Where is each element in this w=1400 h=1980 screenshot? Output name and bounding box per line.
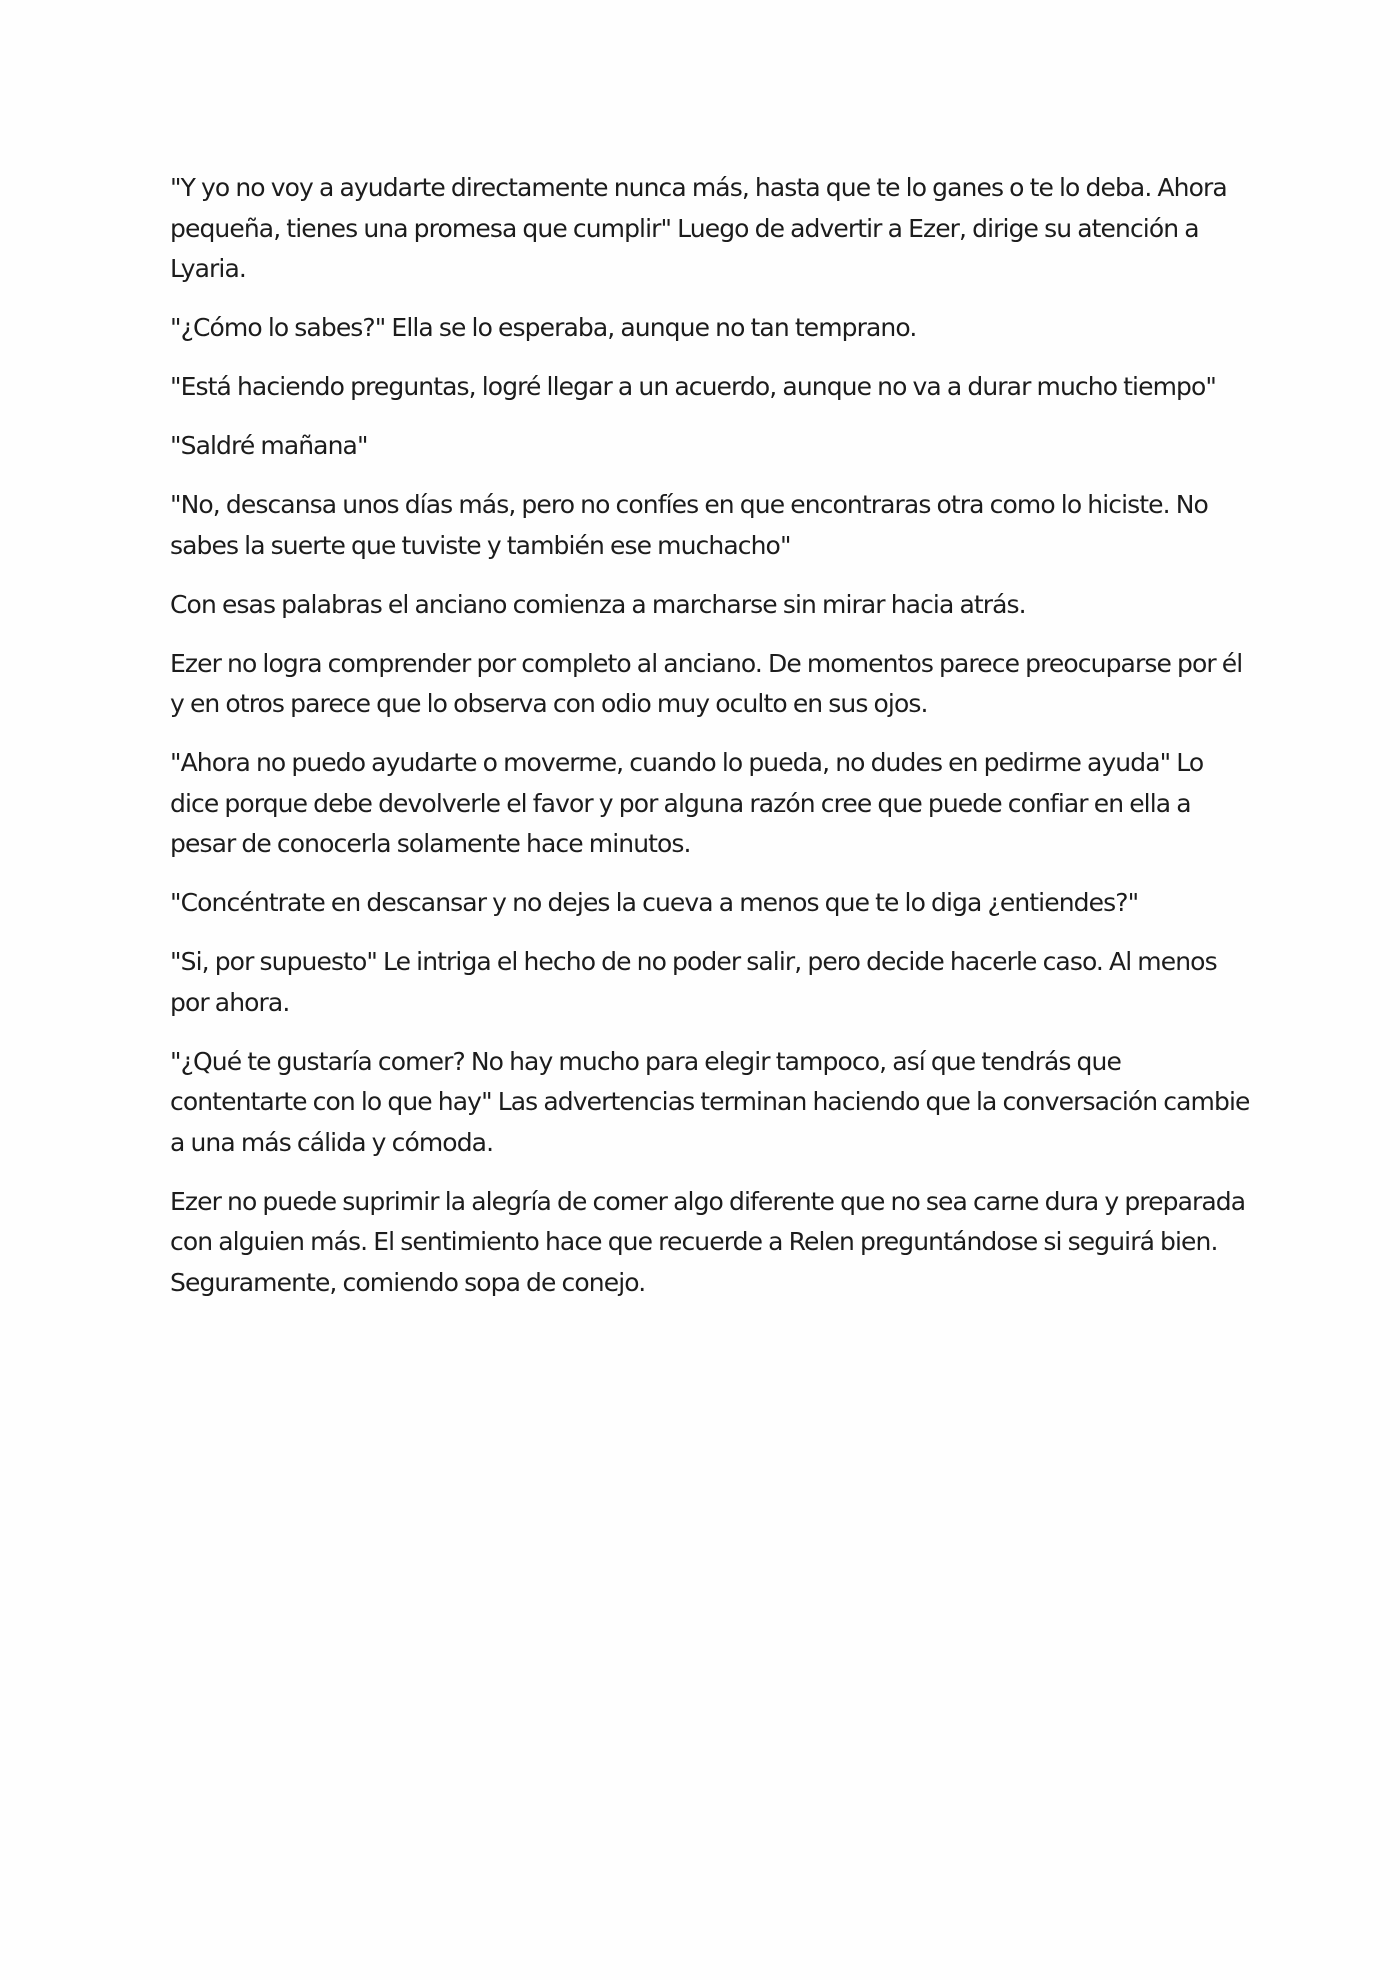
paragraph: "No, descansa unos días más, pero no confíes en que encontraras otra como lo hiciste. No sabes la suerte que tuviste y también ese muchacho" — [170, 490, 1208, 560]
paragraph: "¿Cómo lo sabes?" Ella se lo esperaba, aunque no tan temprano. — [170, 313, 917, 342]
paragraph: "¿Qué te gustaría comer? No hay mucho para elegir tampoco, así que tendrás que contentarte con lo que hay" Las advertencias terminan haciendo que la conversación cambie a una más cálida y cómoda. — [170, 1046, 1250, 1157]
paragraph: "Está haciendo preguntas, logré llegar a un acuerdo, aunque no va a durar mucho tiempo" — [170, 372, 1216, 401]
paragraph: Ezer no logra comprender por completo al anciano. De momentos parece preocuparse por él y en otros parece que lo observa con odio muy oculto en sus ojos. — [170, 648, 1243, 718]
paragraph: "Saldré mañana" — [170, 431, 368, 460]
paragraph: Con esas palabras el anciano comienza a marcharse sin mirar hacia atrás. — [170, 589, 1026, 619]
paragraph: Ezer no puede suprimir la alegría de comer algo diferente que no sea carne dura y preparada con alguien más. El sentimiento hace que recuerde a Relen preguntándose si seguirá bien. Seguramente, comiendo sopa de conejo. — [170, 1186, 1246, 1297]
document-body — [170, 168, 1250, 1322]
paragraph: "Si, por supuesto" Le intriga el hecho de no poder salir, pero decide hacerle caso. Al menos por ahora. — [170, 947, 1217, 1017]
paragraph: "Y yo no voy a ayudarte directamente nunca más, hasta que te lo ganes o te lo deba. Ahora pequeña, tienes una promesa que cumplir" Luego de advertir a Ezer, dirige su atención a Lyaria. — [170, 173, 1227, 283]
paragraph: "Concéntrate en descansar y no dejes la cueva a menos que te lo diga ¿entiendes?" — [170, 888, 1139, 917]
paragraph: "Ahora no puedo ayudarte o moverme, cuando lo pueda, no dudes en pedirme ayuda" Lo dice porque debe devolverle el favor y por alguna razón cree que puede confiar en ella a pesar de conocerla solamente hace minutos. — [170, 748, 1204, 858]
